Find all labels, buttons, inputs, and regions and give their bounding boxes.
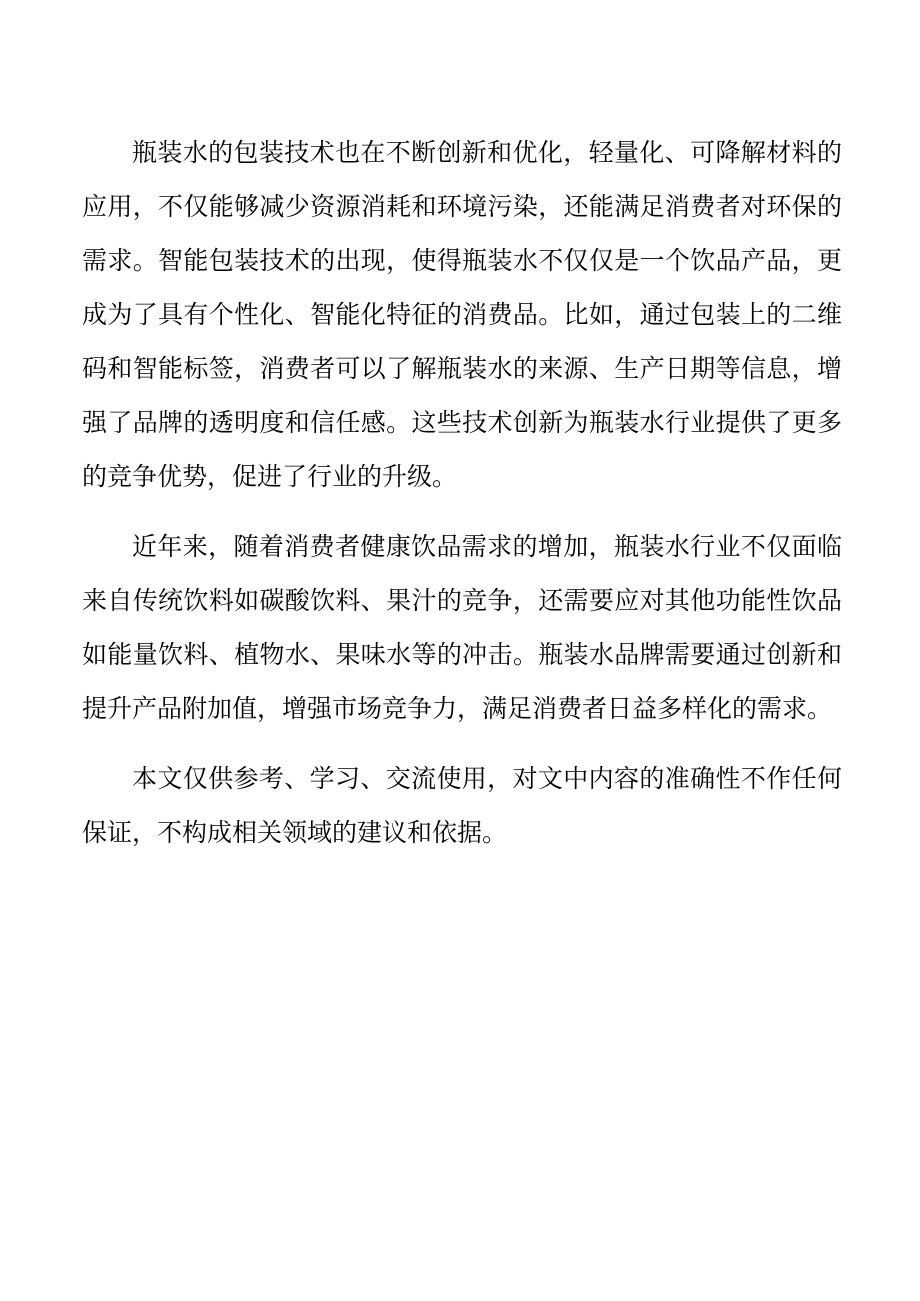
paragraph-market-competition: 近年来，随着消费者健康饮品需求的增加，瓶装水行业不仅面临来自传统饮料如碳酸饮料、果汁的竞争，还需要应对其他功能性饮品如能量饮料、植物水、果味水等的冲击。瓶装水品牌需要通过创新和提升产品附加值，增强市场竞争力，满足消费者日益多样化的需求。 (82, 532, 842, 723)
paragraph-disclaimer: 本文仅供参考、学习、交流使用，对文中内容的准确性不作任何保证，不构成相关领域的建议和依据。 (82, 764, 842, 847)
document-body (82, 126, 842, 876)
paragraph-packaging-technology: 瓶装水的包装技术也在不断创新和优化，轻量化、可降解材料的应用，不仅能够减少资源消耗和环境污染，还能满足消费者对环保的需求。智能包装技术的出现，使得瓶装水不仅仅是一个饮品产品，更成为了具有个性化、智能化特征的消费品。比如，通过包装上的二维码和智能标签，消费者可以了解瓶装水的来源、生产日期等信息，增强了品牌的透明度和信任感。这些技术创新为瓶装水行业提供了更多的竞争优势，促进了行业的升级。 (82, 138, 842, 491)
